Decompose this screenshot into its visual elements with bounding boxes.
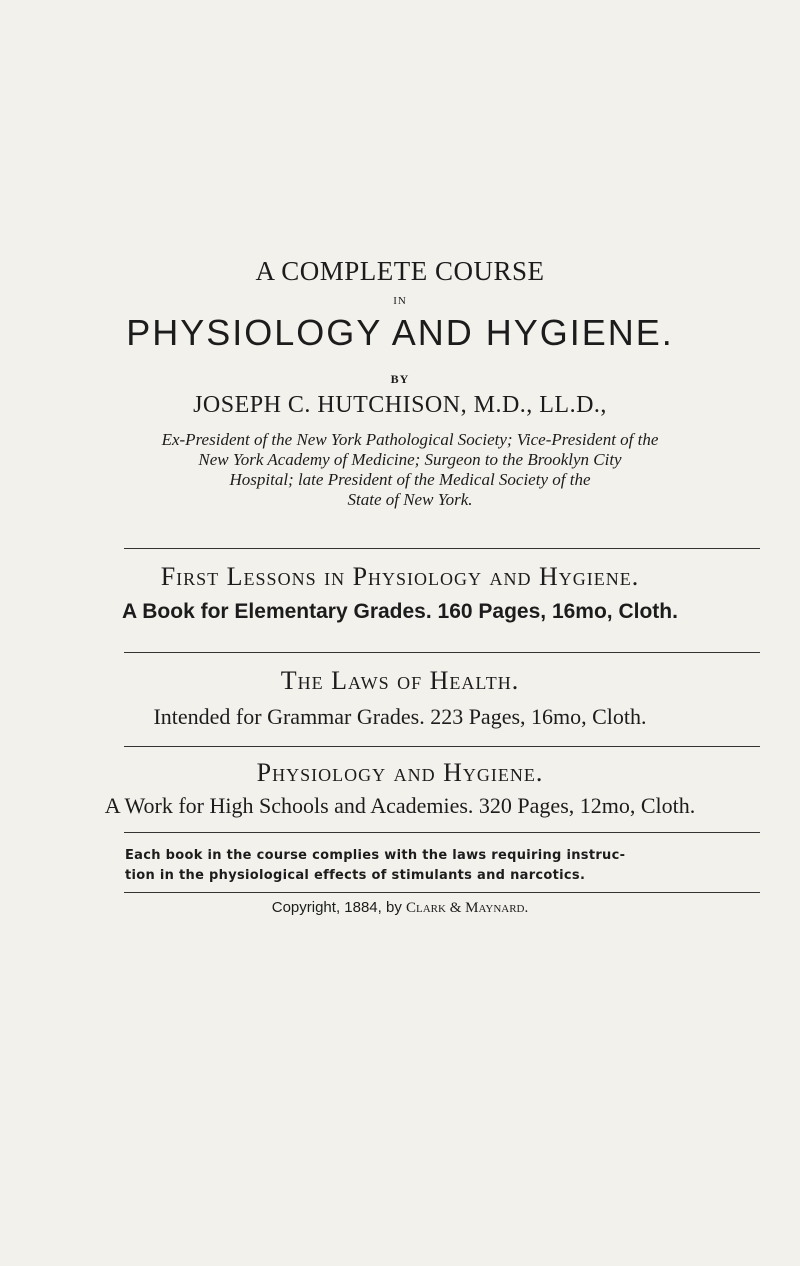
book-description-laws-of-health: Intended for Grammar Grades. 223 Pages, 16mo, Cloth. xyxy=(153,704,647,729)
copyright-prefix: Copyright, 1884, by xyxy=(271,899,402,916)
publisher-name: Clark & Maynard. xyxy=(406,900,529,916)
divider-rule xyxy=(124,832,760,833)
book-description-first-lessons: A Book for Elementary Grades. 160 Pages, 16mo, Cloth. xyxy=(122,600,678,623)
book-title-physiology-hygiene: Physiology and Hygiene. xyxy=(256,758,544,787)
course-title: A COMPLETE COURSE xyxy=(255,256,545,286)
by-label: BY xyxy=(390,372,410,386)
book-title-laws-of-health: The Laws of Health. xyxy=(280,666,520,695)
credentials-line: Hospital; late President of the Medical Society of the xyxy=(229,470,591,489)
course-note xyxy=(125,846,745,886)
author-credentials xyxy=(110,430,710,510)
divider-rule xyxy=(124,892,760,893)
divider-rule xyxy=(124,746,760,747)
course-note-line: tion in the physiological effects of stimulants and narcotics. xyxy=(125,868,586,883)
copyright-line xyxy=(0,899,800,917)
divider-rule xyxy=(124,548,760,549)
course-note-line: Each book in the course complies with the laws requiring instruc- xyxy=(125,848,626,863)
divider-rule xyxy=(124,652,760,653)
credentials-line: Ex-President of the New York Pathological Society; Vice-President of the xyxy=(161,430,659,449)
in-label: IN xyxy=(393,295,407,307)
book-title-first-lessons: First Lessons in Physiology and Hygiene. xyxy=(160,562,640,591)
book-description-physiology-hygiene: A Work for High Schools and Academies. 320 Pages, 12mo, Cloth. xyxy=(104,793,696,818)
subject-heading: PHYSIOLOGY AND HYGIENE. xyxy=(126,312,674,353)
credentials-line: New York Academy of Medicine; Surgeon to the Brooklyn City xyxy=(198,450,622,469)
credentials-line: State of New York. xyxy=(347,490,473,509)
author-name: JOSEPH C. HUTCHISON, M.D., LL.D., xyxy=(193,392,607,418)
